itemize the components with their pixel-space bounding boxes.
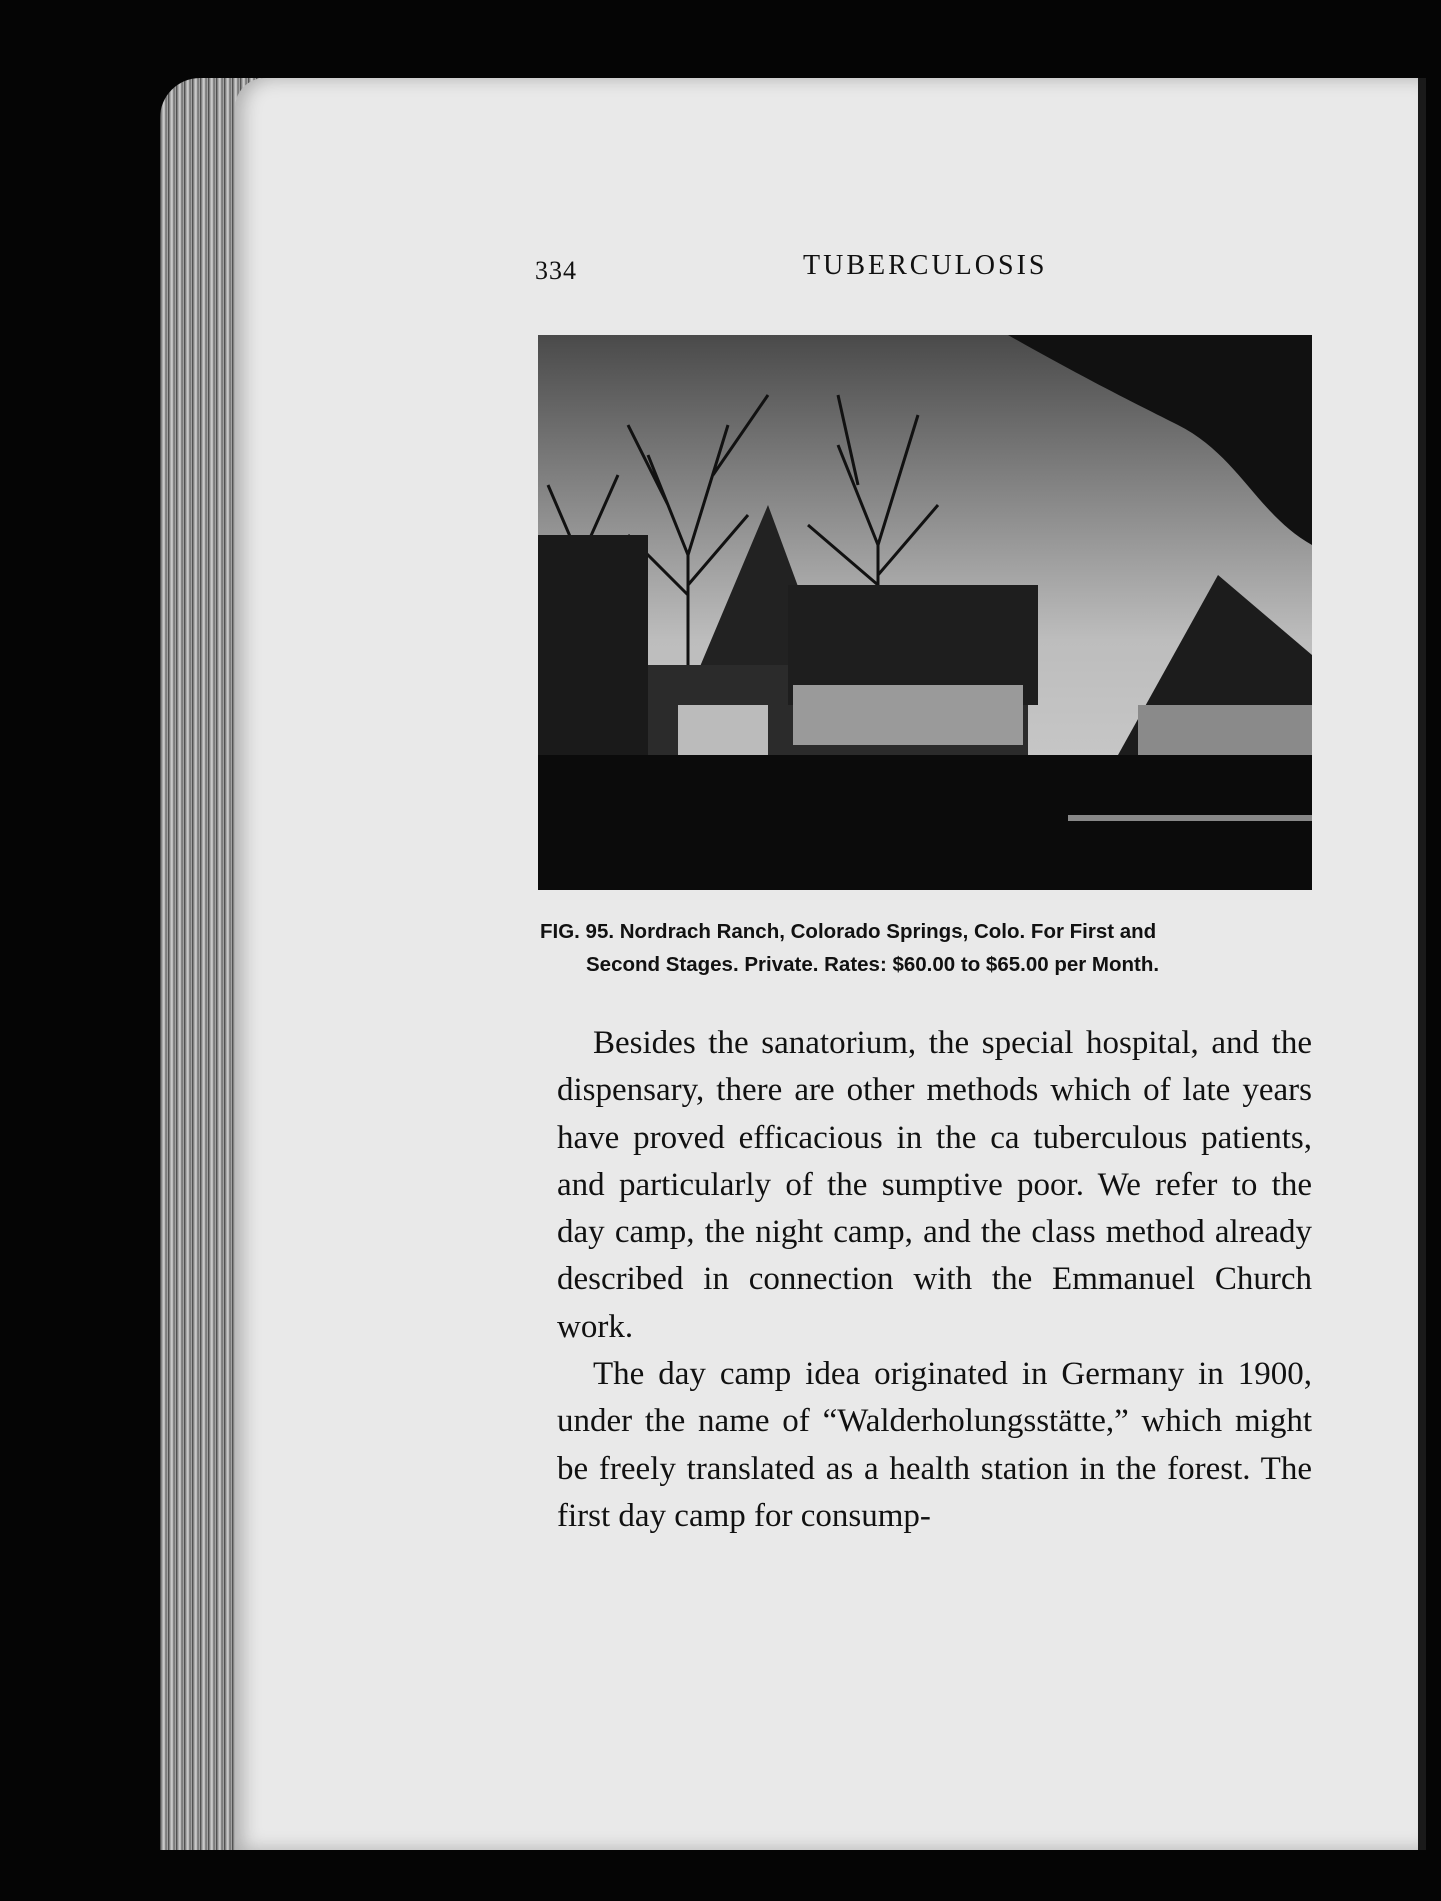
page-right-edge <box>1418 78 1426 1850</box>
caption-line-2: Second Stages. Private. Rates: $60.00 to $65.00 per Month. <box>586 953 1160 976</box>
page-number: 334 <box>535 256 577 285</box>
figure-photo <box>538 335 1312 890</box>
running-head: TUBERCULOSIS <box>803 250 1048 281</box>
page-header <box>535 250 1325 290</box>
figure-caption <box>540 915 1320 981</box>
photo-sanatorium-cottages-icon <box>538 335 1312 890</box>
paragraph-1: Besides the sanatorium, the special hospital, and the dispensary, there are other methods which of late years have proved efficacious in the ca tuberculous patients, and particularly of the sumptive poor. We refer to the day camp, the night camp, and the class method already described in connection with the Emmanuel Church work. <box>557 1025 1312 1345</box>
paragraph-2: The day camp idea originated in Germany in 1900, under the name of “Walderholungsstätte,” which might be freely translated as a health station in the forest. The first day camp for consump- <box>557 1356 1312 1534</box>
body-text <box>557 1020 1312 1540</box>
caption-line-1: FIG. 95. Nordrach Ranch, Colorado Springs, Colo. For First and <box>540 920 1157 943</box>
